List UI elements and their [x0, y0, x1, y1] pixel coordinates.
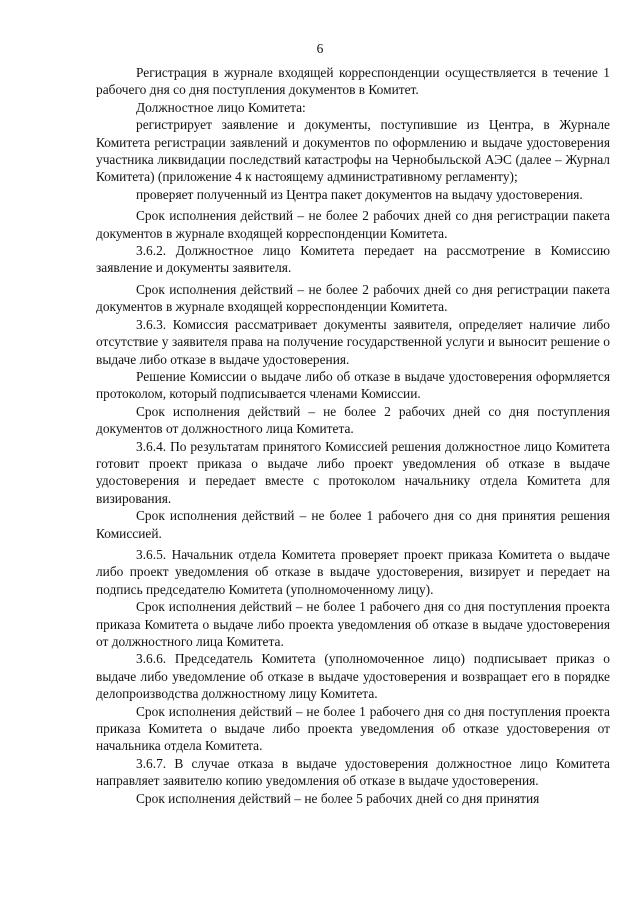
page-number: 6: [316, 41, 324, 56]
paragraph-3-6-3: 3.6.3. Комиссия рассматривает документы заявителя, определяет наличие либо отсутствие у заявителя права на получение государственной услуги и выносит решение о выдаче либо отказе в выдаче удостоверения.: [96, 316, 610, 367]
paragraph-3-6-5: 3.6.5. Начальник отдела Комитета проверяет проект приказа Комитета о выдаче либо проект уведомления об отказе в выдаче удостоверения, визирует и передает на подпись председателю Комитета (уполномоченному лицу).: [96, 546, 610, 597]
paragraph-deadline-3: Срок исполнения действий – не более 2 рабочих дней со дня поступления документов от должностного лица Комитета.: [96, 403, 610, 437]
paragraph-deadline-5: Срок исполнения действий – не более 1 рабочего дня со дня поступления проекта приказа Комитета о выдаче либо проекта уведомления об отказе в выдаче удостоверения от должностного лица Комитета.: [96, 599, 610, 649]
paragraph-deadline-7: Срок исполнения действий – не более 5 рабочих дней со дня принятия: [136, 790, 540, 806]
paragraph-3-6-7: 3.6.7. В случае отказа в выдаче удостоверения должностное лицо Комитета направляет заявителю копию уведомления об отказе в выдаче удостоверения.: [96, 755, 610, 789]
document-body: [96, 64, 610, 807]
paragraph-official-heading: Должностное лицо Комитета:: [136, 99, 306, 115]
paragraph-deadline-6: Срок исполнения действий – не более 1 рабочего дня со дня поступления проекта приказа Комитета о выдаче либо проекта уведомления об отказе удостоверения от начальника отдела Комитета.: [96, 703, 610, 754]
paragraph-registration-timing: Регистрация в журнале входящей корреспонденции осуществляется в течение 1 рабочего дня со дня поступления документов в Комитет.: [96, 65, 610, 98]
paragraph-3-6-4: 3.6.4. По результатам принятого Комиссией решения должностное лицо Комитета готовит проект приказа о выдаче либо проект уведомления об отказе в выдаче удостоверения и передает вместе с протоколом начальнику отдела Комитета для визирования.: [96, 438, 610, 506]
paragraph-3-6-6: 3.6.6. Председатель Комитета (уполномоченное лицо) подписывает приказ о выдаче либо уведомление об отказе в выдаче удостоверения и возвращает его в порядке делопроизводства должностному лицу Комитета.: [96, 651, 610, 702]
paragraph-deadline-4: Срок исполнения действий – не более 1 рабочего дня со дня принятия решения Комиссией.: [96, 508, 610, 541]
paragraph-deadline-1: Срок исполнения действий – не более 2 рабочих дней со дня регистрации пакета документов в журнале входящей корреспонденции Комитета.: [96, 208, 610, 241]
paragraph-checks-package: проверяет полученный из Центра пакет документов на выдачу удостоверения.: [136, 186, 583, 202]
paragraph-deadline-2: Срок исполнения действий – не более 2 рабочих дней со дня регистрации пакета документов в журнале входящей корреспонденции Комитета.: [96, 281, 610, 315]
paragraph-registers-application: регистрирует заявление и документы, поступившие из Центра, в Журнале Комитета регистрации заявлений и документов по оформлению и выдаче удостоверения участника ликвидации последствий катастрофы на Чернобыльской АЭС (далее – Журнал Комитета) (приложение 4 к настоящему административному регламенту);: [96, 117, 610, 185]
paragraph-commission-decision: Решение Комиссии о выдаче либо об отказе в выдаче удостоверения оформляется протоколом, который подписывается членами Комиссии.: [96, 368, 610, 402]
paragraph-3-6-2: 3.6.2. Должностное лицо Комитета передает на рассмотрение в Комиссию заявление и документы заявителя.: [96, 243, 610, 276]
